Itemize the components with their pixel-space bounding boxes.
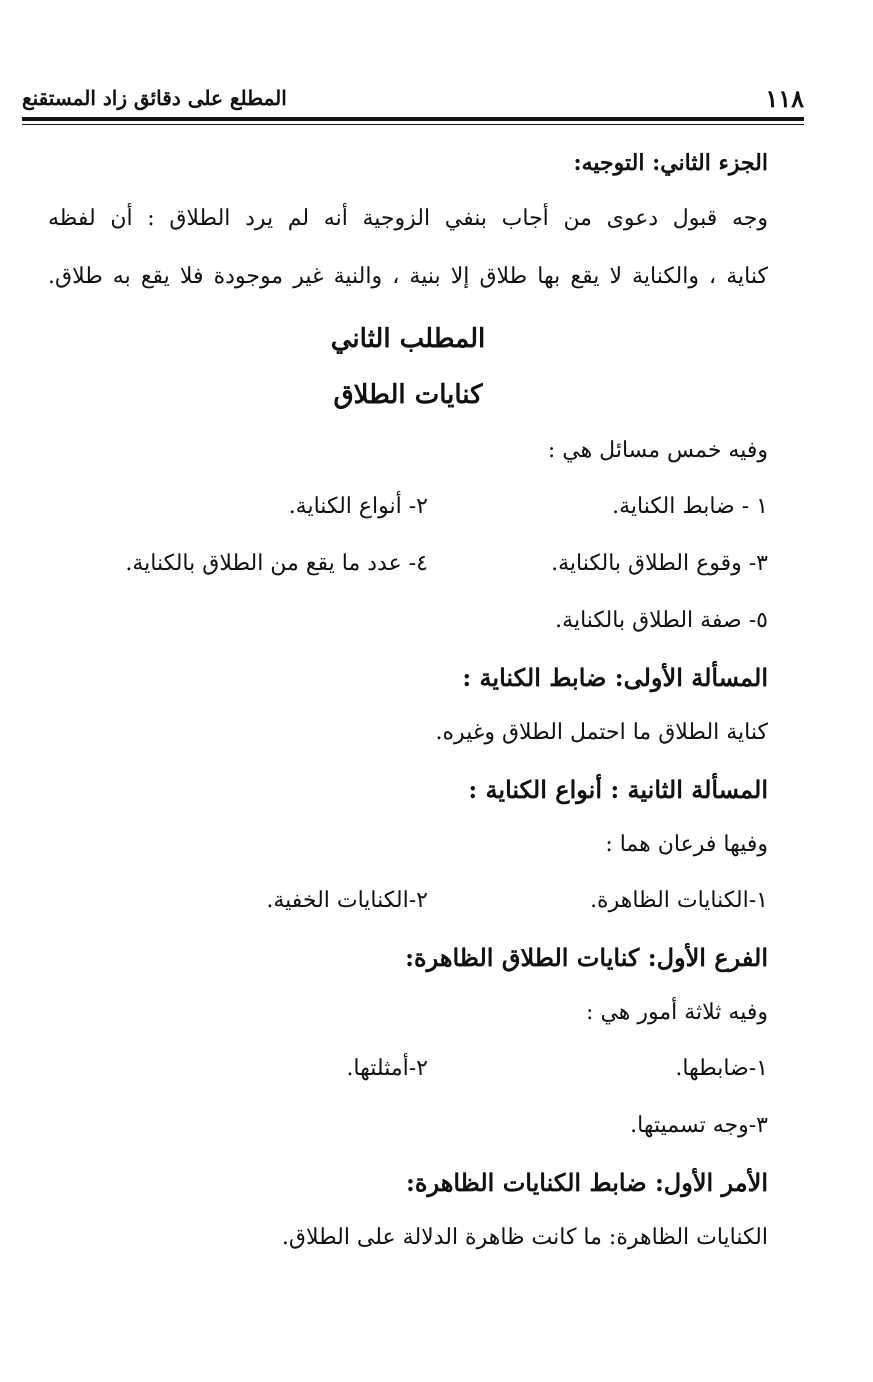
branch-1-heading: الفرع الأول: كنايات الطلاق الظاهرة:	[405, 943, 768, 972]
issue-item-1: ١ - ضابط الكناية.	[612, 494, 768, 519]
matlab-title: المطلب الثاني	[330, 324, 486, 354]
issue-1-heading: المسألة الأولى: ضابط الكناية :	[462, 663, 768, 692]
issue-item-4: ٤- عدد ما يقع من الطلاق بالكناية.	[125, 551, 428, 576]
issue-item-3: ٣- وقوع الطلاق بالكناية.	[551, 551, 768, 576]
matter-1-heading: الأمر الأول: ضابط الكنايات الظاهرة:	[406, 1168, 768, 1197]
issue-1-text: كناية الطلاق ما احتمل الطلاق وغيره.	[435, 720, 768, 745]
issue-item-2: ٢- أنواع الكناية.	[288, 494, 428, 519]
issues-row-2	[48, 549, 768, 579]
issues-intro: وفيه خمس مسائل هي :	[547, 438, 768, 463]
branches-row	[48, 886, 768, 916]
matter-item-2: ٢-أمثلتها.	[346, 1056, 428, 1081]
branch-item-1: ١-الكنايات الظاهرة.	[590, 888, 768, 913]
matters-row	[48, 1054, 768, 1084]
issues-row-1	[48, 492, 768, 522]
matlab-subtitle: كنايات الطلاق	[333, 380, 483, 410]
branch-1-intro: وفيه ثلاثة أمور هي :	[586, 1000, 768, 1025]
page-number: ١١٨	[765, 84, 804, 113]
matter-item-1: ١-ضابطها.	[675, 1056, 768, 1081]
issue-item-5: ٥- صفة الطلاق بالكناية.	[555, 608, 768, 633]
page-body	[48, 148, 768, 1253]
header-rule-thick	[22, 117, 804, 121]
header-rule-thin	[22, 124, 804, 125]
part-two-paragraph-line-2: كناية ، والكناية لا يقع بها طلاق إلا بنية ، والنية غير موجودة فلا يقع به طلاق.	[48, 264, 768, 289]
part-two-heading: الجزء الثاني: التوجيه:	[573, 150, 768, 176]
issue-2-heading: المسألة الثانية : أنواع الكناية :	[468, 775, 768, 804]
matter-1-text: الكنايات الظاهرة: ما كانت ظاهرة الدلالة على الطلاق.	[281, 1225, 768, 1250]
running-title: المطلع على دقائق زاد المستقنع	[22, 86, 287, 110]
part-two-paragraph-line-1: وجه قبول دعوى من أجاب بنفي الزوجية أنه لم يرد الطلاق : أن لفظه	[48, 206, 768, 231]
branch-item-2: ٢-الكنايات الخفية.	[266, 888, 428, 913]
page-header	[22, 84, 804, 114]
issue-2-intro: وفيها فرعان هما :	[605, 832, 768, 857]
matter-item-3: ٣-وجه تسميتها.	[630, 1113, 768, 1138]
